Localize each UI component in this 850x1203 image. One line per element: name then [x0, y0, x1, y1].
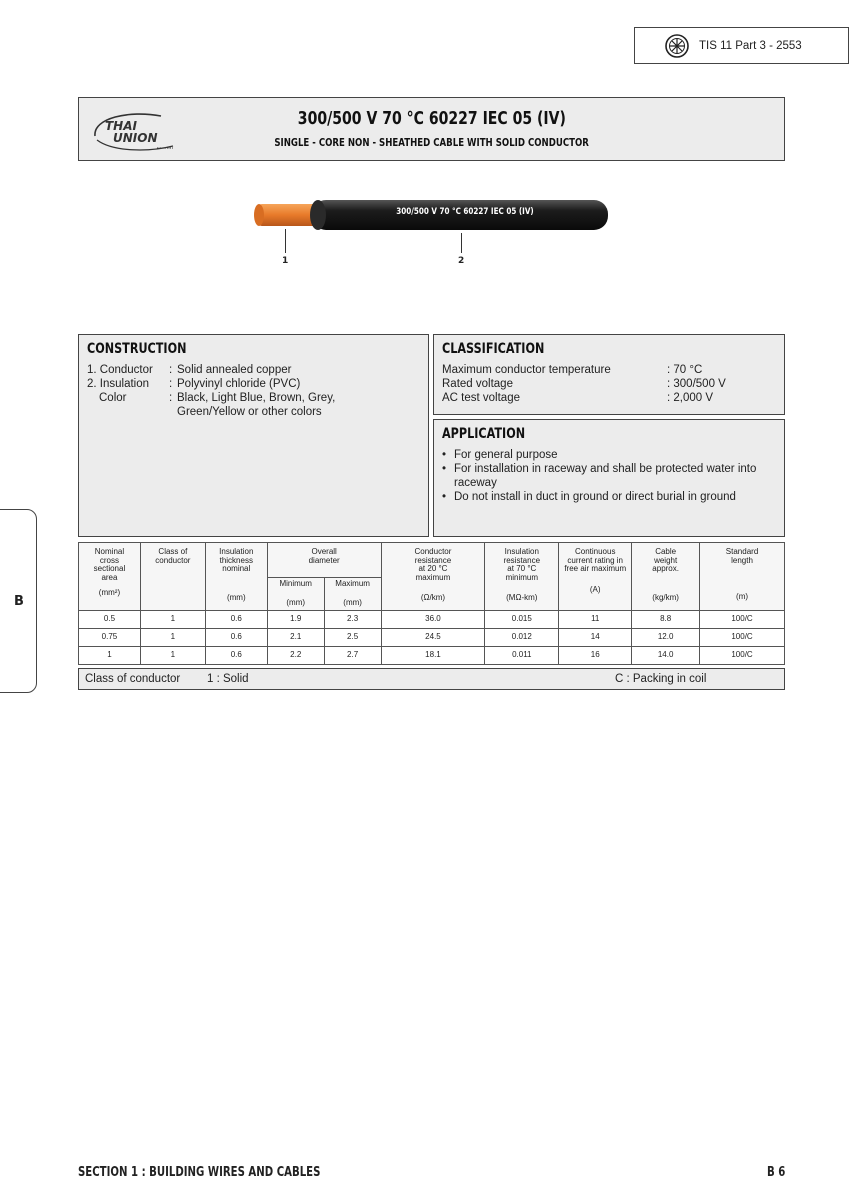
header-nominal: Nominal cross sectional area (mm²) — [79, 543, 141, 611]
header-class: Class of conductor — [140, 543, 205, 611]
page-title: 300/500 V 70 °C 60227 IEC 05 (IV) — [297, 108, 566, 129]
footer-section: SECTION 1 : BUILDING WIRES AND CABLES — [78, 1165, 321, 1180]
classification-title: CLASSIFICATION — [442, 341, 545, 357]
header-insulation-resistance: Insulation resistance at 70 °C minimum (MΩ-km) — [485, 543, 559, 611]
header-resistance: Conductor resistance at 20 °C maximum (Ω/km) — [381, 543, 485, 611]
classification-panel — [433, 334, 785, 415]
side-tab-label: B — [14, 594, 24, 609]
standard-badge — [634, 27, 849, 64]
page-subtitle: SINGLE - CORE NON - SHEATHED CABLE WITH SOLID CONDUCTOR — [274, 136, 589, 149]
spec-table — [78, 542, 785, 665]
note-class: 1 : Solid — [207, 673, 249, 685]
table-row: 0.75 1 0.6 2.1 2.5 24.5 0.012 14 12.0 100/C — [79, 629, 785, 647]
title-box — [78, 97, 785, 161]
leader-line-1 — [285, 229, 286, 253]
header-overall: Overall diameter — [267, 543, 381, 578]
header-insulation: Insulation thickness nominal (mm) — [205, 543, 267, 611]
tis-mark-icon — [665, 34, 689, 58]
construction-panel — [78, 334, 429, 537]
header-length: Standard length (m) — [700, 543, 785, 611]
svg-text:THAI: THAI — [105, 119, 137, 133]
header-current: Continuous current rating in free air maximum (A) — [559, 543, 632, 611]
header-weight: Cable weight approx. (kg/km) — [632, 543, 700, 611]
classification-row: Rated voltage : 300/500 V — [442, 378, 726, 390]
footer-page-number: B 6 — [767, 1165, 786, 1180]
application-panel — [433, 419, 785, 537]
note-packing: C : Packing in coil — [615, 673, 707, 685]
construction-row: 1. Conductor : Solid annealed copper — [87, 364, 292, 376]
note-label: Class of conductor — [85, 673, 181, 685]
application-item: • For general purpose — [442, 449, 558, 461]
table-row: 0.5 1 0.6 1.9 2.3 36.0 0.015 11 8.8 100/C — [79, 611, 785, 629]
application-item: • For installation in raceway and shall be protected water into raceway — [442, 463, 757, 489]
conductor-note — [78, 668, 785, 690]
construction-row: Color : Black, Light Blue, Brown, Grey, — [99, 392, 336, 404]
standard-label: TIS 11 Part 3 - 2553 — [699, 39, 802, 52]
construction-title: CONSTRUCTION — [87, 341, 187, 357]
classification-row: AC test voltage : 2,000 V — [442, 392, 714, 404]
header-maximum: Maximum (mm) — [324, 577, 381, 610]
application-item: • Do not install in duct in ground or direct burial in ground — [442, 491, 736, 503]
construction-row: Green/Yellow or other colors — [177, 406, 322, 418]
classification-row: Maximum conductor temperature : 70 °C — [442, 364, 703, 376]
cable-print-text: 300/500 V 70 °C 60227 IEC 05 (IV) — [396, 207, 534, 217]
table-row: 1 1 0.6 2.2 2.7 18.1 0.011 16 14.0 100/C — [79, 647, 785, 665]
header-minimum: Minimum (mm) — [267, 577, 324, 610]
svg-text:UNION: UNION — [113, 131, 158, 145]
cable-label-2: 2 — [458, 256, 465, 266]
cable-label-1: 1 — [282, 256, 289, 266]
leader-line-2 — [461, 233, 462, 253]
application-title: APPLICATION — [442, 426, 526, 442]
construction-row: 2. Insulation : Polyvinyl chloride (PVC) — [87, 378, 301, 390]
